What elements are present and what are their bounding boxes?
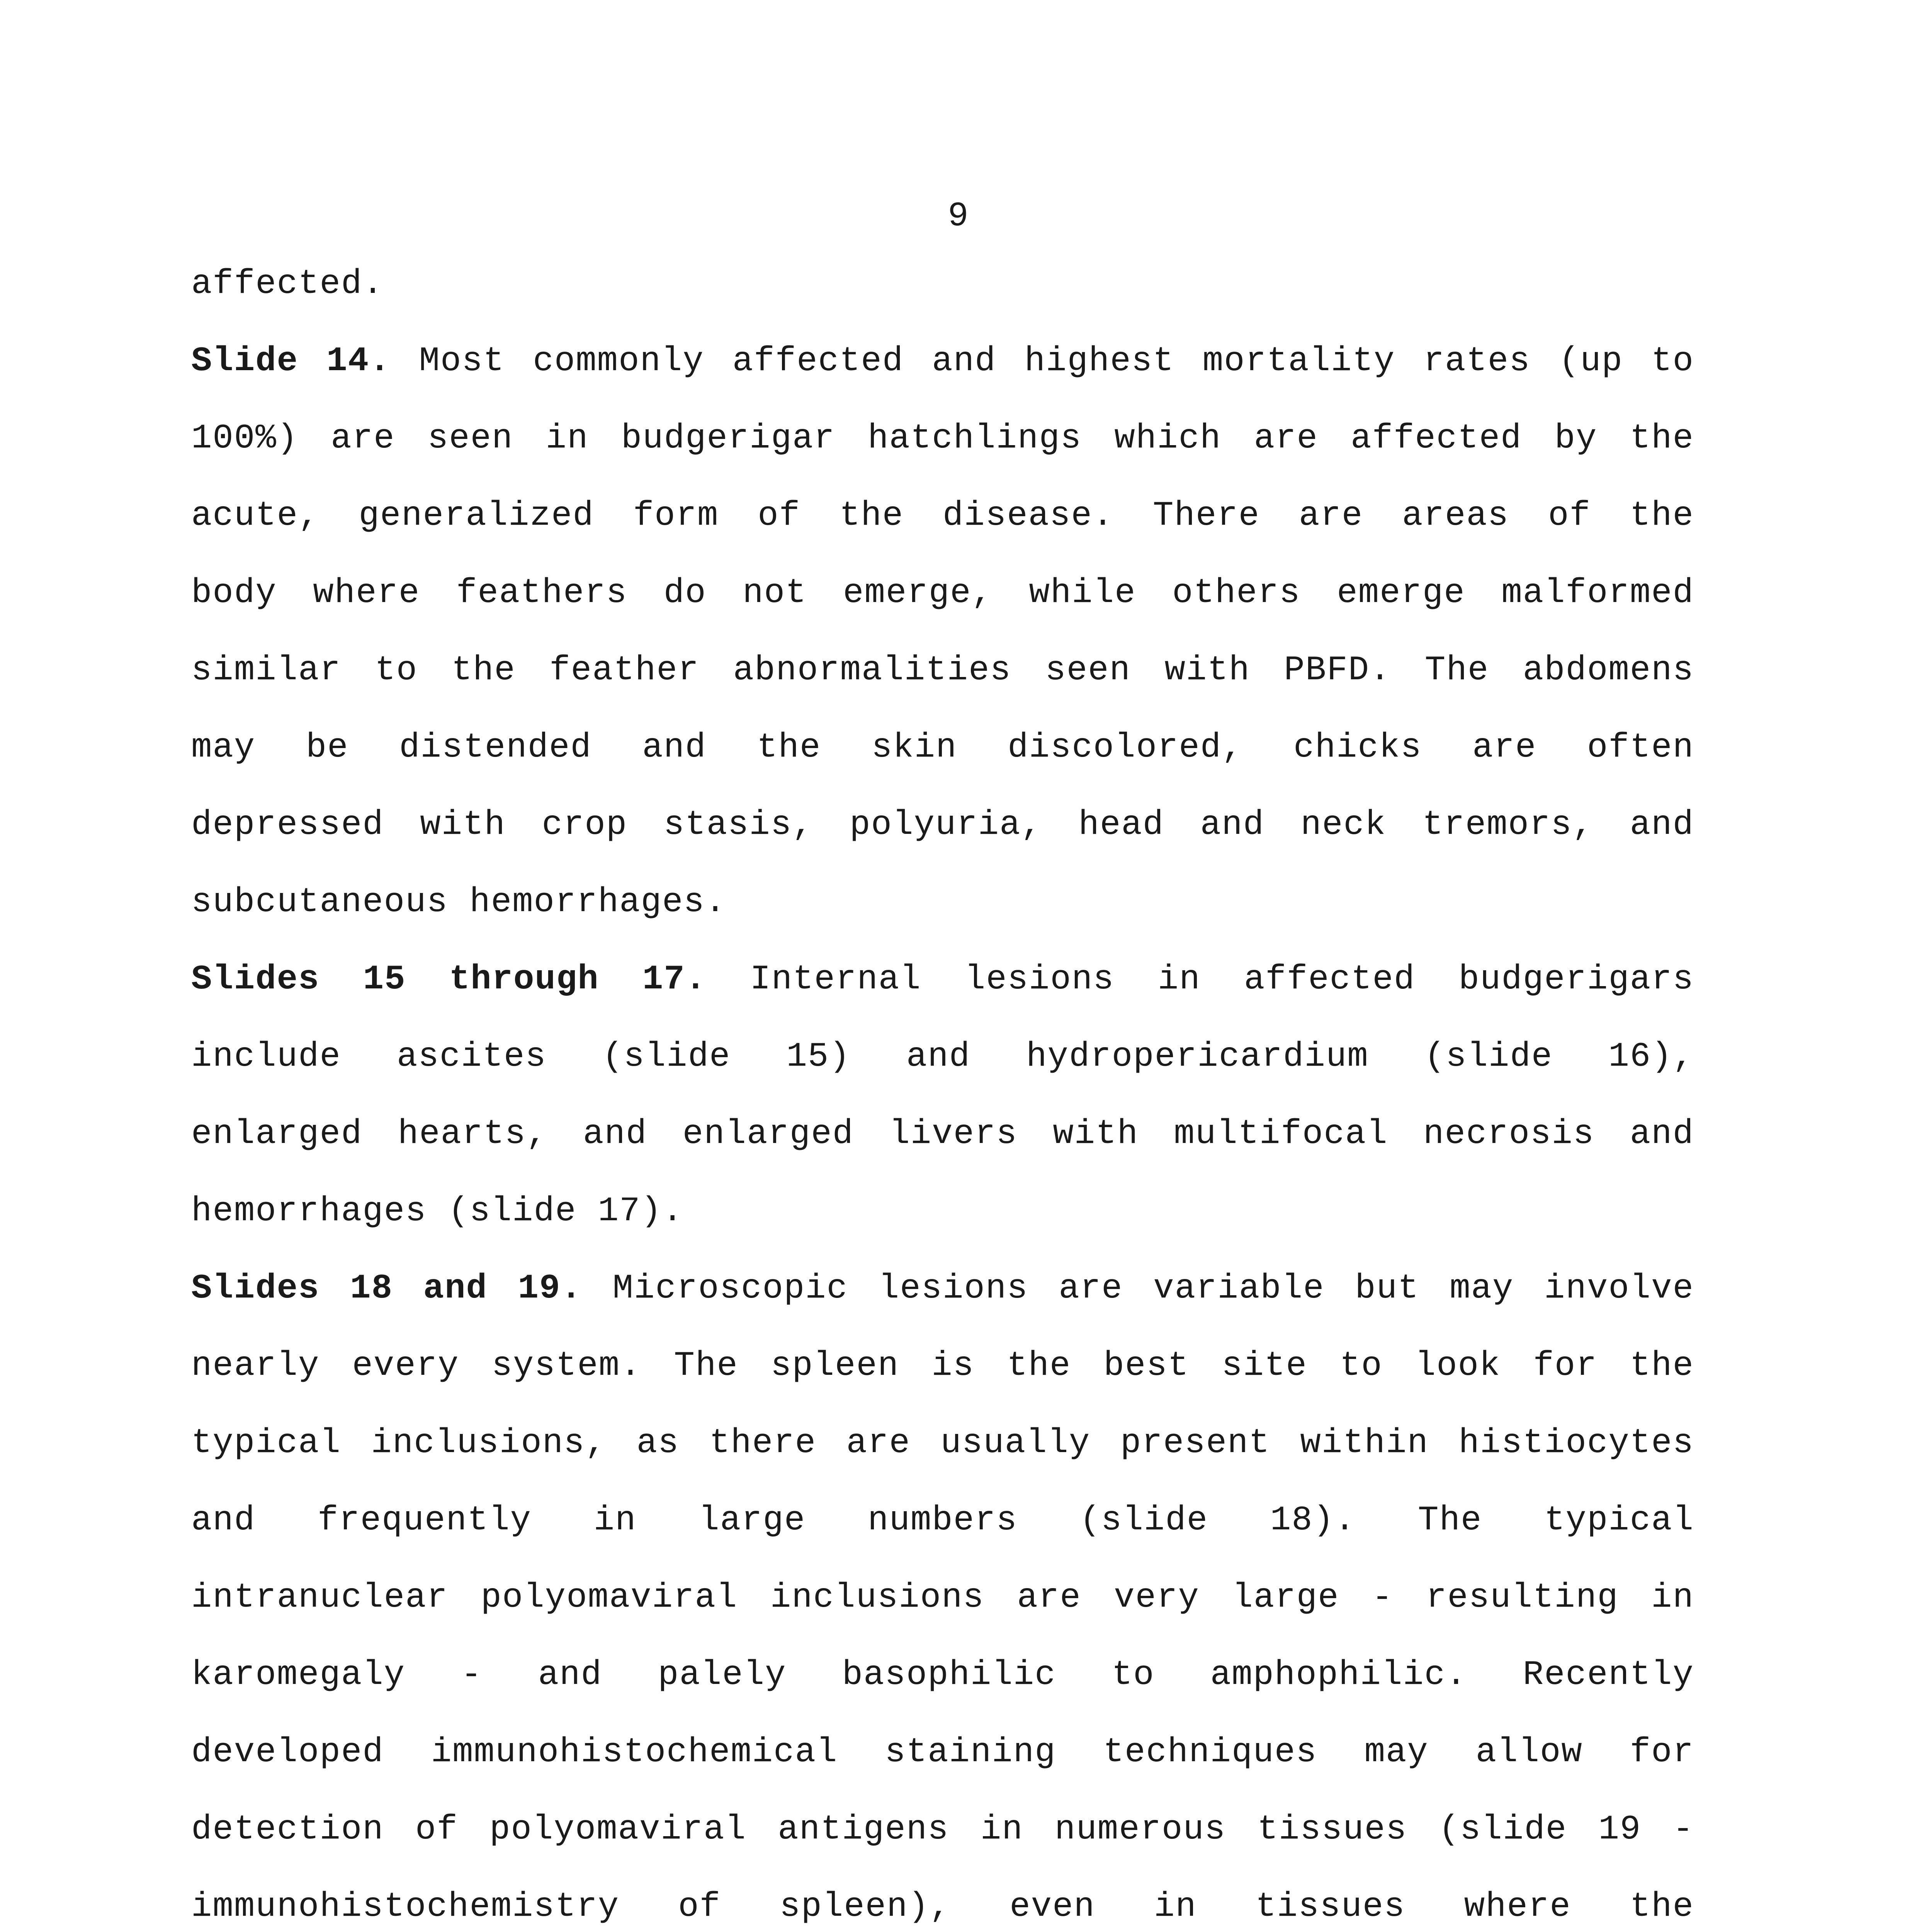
line-text: affected.: [191, 264, 384, 303]
line-text: detection of polyomaviral antigens in numerous tissues (slide 19 -: [191, 1810, 1694, 1849]
text-line: [191, 400, 1694, 477]
text-line: [191, 1250, 1694, 1327]
line-text: Microscopic lesions are variable but may involve: [612, 1269, 1694, 1308]
text-line: [191, 1868, 1694, 1932]
text-line: [191, 1714, 1694, 1791]
line-text: may be distended and the skin discolored, chicks are often: [191, 728, 1694, 767]
slide-heading: Slides 18 and 19.: [191, 1269, 582, 1308]
line-text: Most commonly affected and highest mortality rates (up to: [419, 342, 1694, 381]
line-text: typical inclusions, as there are usually present within histiocytes: [191, 1423, 1694, 1463]
text-line: [191, 786, 1694, 864]
line-text: depressed with crop stasis, polyuria, head and neck tremors, and: [191, 805, 1694, 844]
text-line: [191, 1791, 1694, 1868]
text-line: [191, 477, 1694, 554]
line-text: subcutaneous hemorrhages.: [191, 883, 727, 922]
line-text: immunohistochemistry of spleen), even in tissues where the: [191, 1887, 1694, 1926]
text-line: [191, 245, 1694, 323]
text-line: [191, 1173, 1694, 1250]
text-line: [191, 632, 1694, 709]
body-text: [191, 245, 1694, 1932]
line-text: acute, generalized form of the disease. There are areas of the: [191, 496, 1694, 535]
text-line: [191, 1018, 1694, 1095]
line-text: similar to the feather abnormalities seen with PBFD. The abdomens: [191, 651, 1694, 690]
text-line: [191, 323, 1694, 400]
line-text: body where feathers do not emerge, while others emerge malformed: [191, 573, 1694, 612]
line-text: hemorrhages (slide 17).: [191, 1192, 684, 1231]
line-text: enlarged hearts, and enlarged livers with multifocal necrosis and: [191, 1114, 1694, 1153]
text-line: [191, 1636, 1694, 1714]
line-text: developed immunohistochemical staining techniques may allow for: [191, 1733, 1694, 1772]
line-text: karomegaly - and palely basophilic to amphophilic. Recently: [191, 1655, 1694, 1694]
text-line: [191, 554, 1694, 632]
text-line: [191, 1095, 1694, 1173]
line-text: and frequently in large numbers (slide 18). The typical: [191, 1501, 1694, 1540]
line-text: nearly every system. The spleen is the best site to look for the: [191, 1346, 1694, 1385]
text-line: [191, 709, 1694, 786]
line-text: include ascites (slide 15) and hydropericardium (slide 16),: [191, 1037, 1694, 1076]
line-text: 100%) are seen in budgerigar hatchlings which are affected by the: [191, 419, 1694, 458]
slide-heading: Slide 14.: [191, 342, 391, 381]
text-line: [191, 1559, 1694, 1636]
page-number: 9: [948, 197, 969, 236]
slide-heading: Slides 15 through 17.: [191, 960, 707, 999]
text-line: [191, 941, 1694, 1018]
line-text: Internal lesions in affected budgerigars: [750, 960, 1694, 999]
text-line: [191, 1482, 1694, 1559]
line-text: intranuclear polyomaviral inclusions are very large - resulting in: [191, 1578, 1694, 1617]
text-line: [191, 864, 1694, 941]
text-line: [191, 1405, 1694, 1482]
text-line: [191, 1327, 1694, 1405]
